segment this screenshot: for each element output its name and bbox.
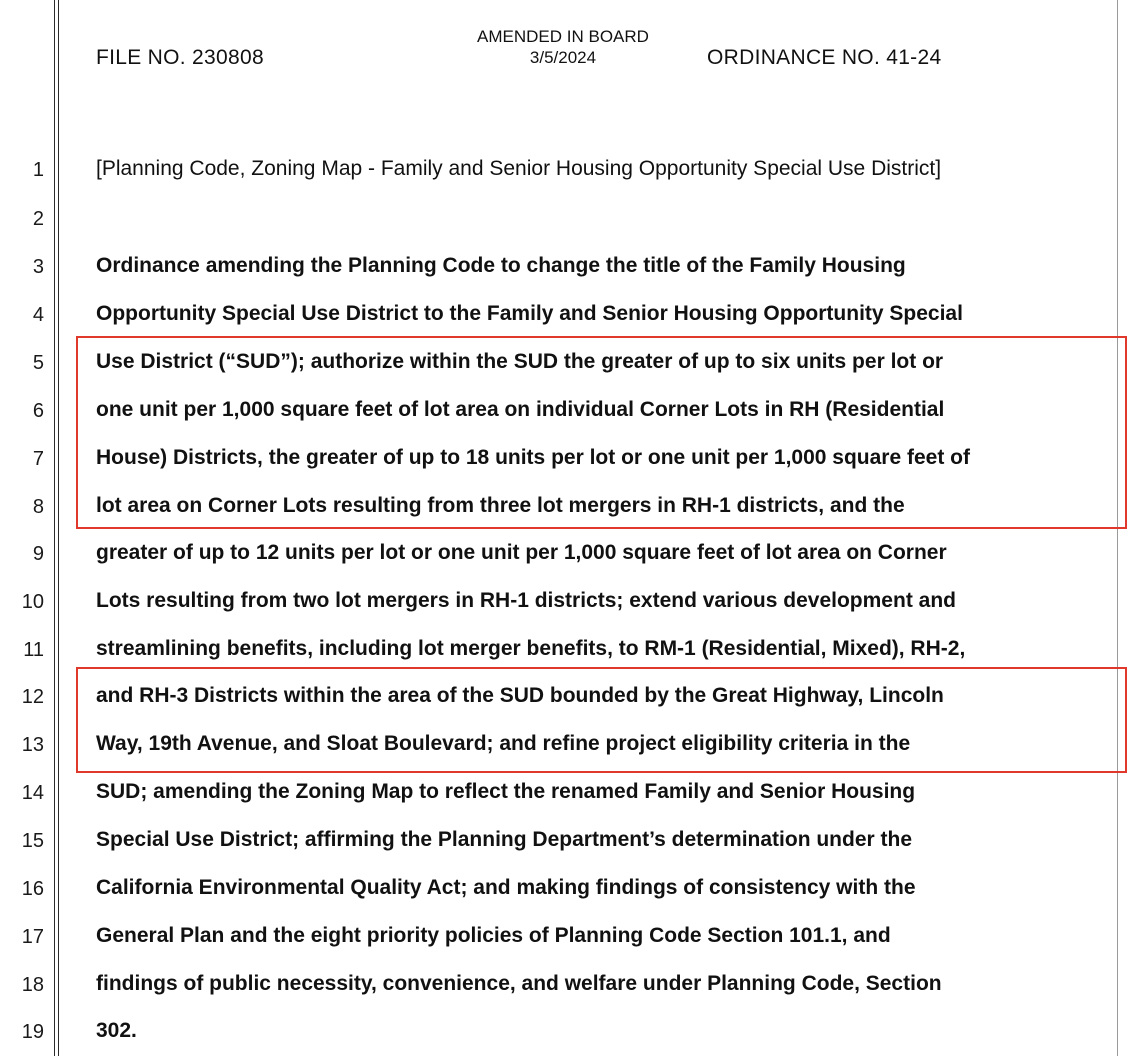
ordinance-title: [Planning Code, Zoning Map - Family and Senior Housing Opportunity Special Use District] <box>96 157 942 180</box>
line-number: 9 <box>32 543 44 565</box>
line-text: Special Use District; affirming the Planning Department’s determination under the <box>96 828 913 851</box>
line-number: 10 <box>21 591 44 613</box>
line-text: Lots resulting from two lot mergers in RH-1 districts; extend various development and <box>96 589 956 612</box>
numbered-line <box>0 537 1132 569</box>
line-number: 17 <box>21 926 44 948</box>
line-text: lot area on Corner Lots resulting from three lot mergers in RH-1 districts, and the <box>96 494 905 517</box>
numbered-line <box>0 153 1132 185</box>
line-number: 15 <box>21 830 44 852</box>
line-number: 6 <box>32 400 44 422</box>
line-number: 19 <box>21 1021 44 1043</box>
line-number: 3 <box>32 256 44 278</box>
numbered-line <box>0 824 1132 856</box>
line-number: 2 <box>32 208 44 230</box>
line-text: greater of up to 12 units per lot or one unit per 1,000 square feet of lot area on Corner <box>96 541 947 564</box>
line-text: General Plan and the eight priority policies of Planning Code Section 101.1, and <box>96 924 891 947</box>
highlight-box-lot-density <box>76 336 1127 529</box>
line-number: 7 <box>32 448 44 470</box>
line-number: 16 <box>21 878 44 900</box>
amended-date: 3/5/2024 <box>529 48 597 67</box>
line-text: Opportunity Special Use District to the Family and Senior Housing Opportunity Special <box>96 302 963 325</box>
line-number: 8 <box>32 496 44 518</box>
numbered-line <box>0 776 1132 808</box>
line-text: 302. <box>96 1019 137 1042</box>
line-number: 5 <box>32 352 44 374</box>
line-text: findings of public necessity, convenience, and welfare under Planning Code, Section <box>96 972 942 995</box>
file-number: FILE NO. 230808 <box>96 46 264 69</box>
line-text: Use District (“SUD”); authorize within the SUD the greater of up to six units per lot or <box>96 350 944 373</box>
line-text: House) Districts, the greater of up to 18 units per lot or one unit per 1,000 square feet of <box>96 446 970 469</box>
line-number: 12 <box>21 686 44 708</box>
line-text: SUD; amending the Zoning Map to reflect the renamed Family and Senior Housing <box>96 780 916 803</box>
numbered-line <box>0 968 1132 1000</box>
numbered-line <box>0 202 1132 234</box>
ordinance-number: ORDINANCE NO. 41-24 <box>707 46 942 69</box>
line-number: 14 <box>21 782 44 804</box>
numbered-line <box>0 633 1132 665</box>
line-number: 13 <box>21 734 44 756</box>
line-number: 11 <box>23 639 44 661</box>
numbered-line <box>0 585 1132 617</box>
line-number: 18 <box>21 974 44 996</box>
numbered-line <box>0 872 1132 904</box>
line-text: Ordinance amending the Planning Code to change the title of the Family Housing <box>96 254 906 277</box>
highlight-box-boundary <box>76 667 1127 773</box>
line-text: and RH-3 Districts within the area of the SUD bounded by the Great Highway, Lincoln <box>96 684 944 707</box>
line-text: California Environmental Quality Act; and making findings of consistency with the <box>96 876 916 899</box>
line-text: one unit per 1,000 square feet of lot area on individual Corner Lots in RH (Residential <box>96 398 945 421</box>
line-number: 1 <box>32 159 44 181</box>
numbered-line <box>0 250 1132 282</box>
numbered-line <box>0 1015 1132 1047</box>
amended-stamp <box>460 26 666 68</box>
amended-label: AMENDED IN BOARD <box>477 27 649 46</box>
line-text: Way, 19th Avenue, and Sloat Boulevard; and refine project eligibility criteria in the <box>96 732 911 755</box>
numbered-line <box>0 298 1132 330</box>
line-text: streamlining benefits, including lot merger benefits, to RM-1 (Residential, Mixed), RH-2, <box>96 637 966 660</box>
line-number: 4 <box>32 304 44 326</box>
numbered-line <box>0 920 1132 952</box>
